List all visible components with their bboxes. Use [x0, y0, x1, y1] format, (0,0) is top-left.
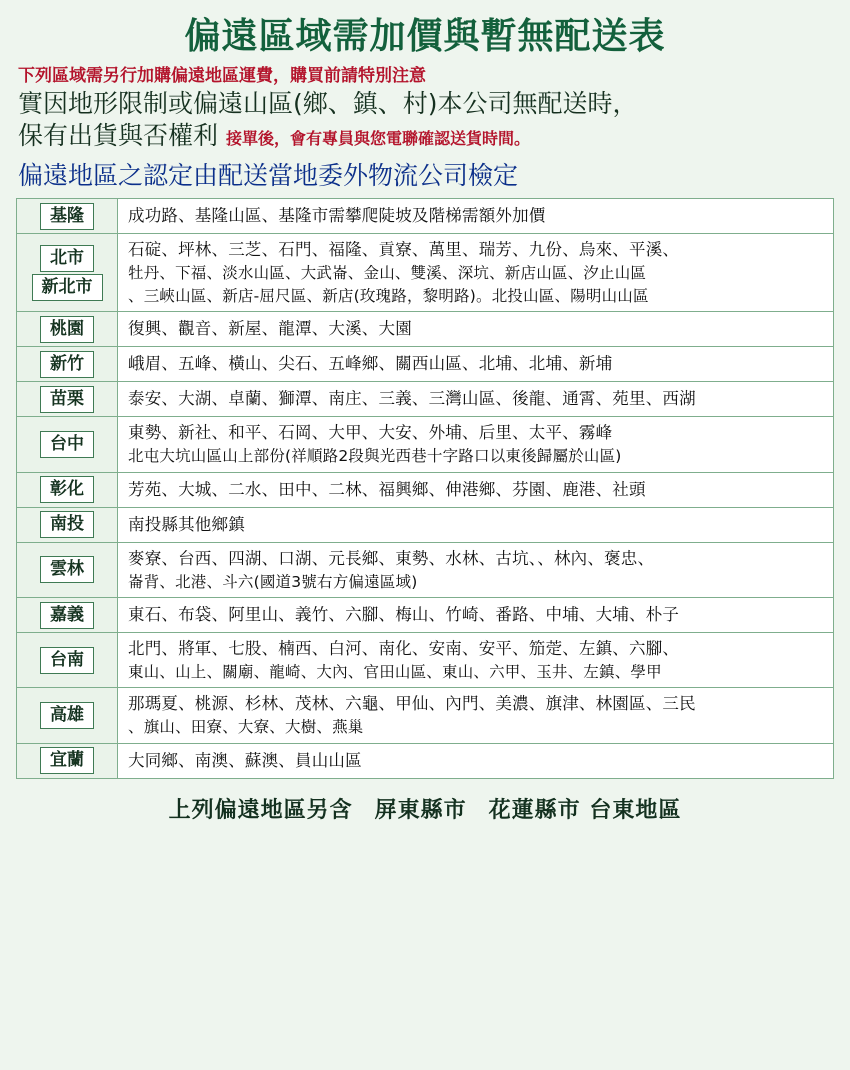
area-line: 麥寮、台西、四湖、口湖、元長鄉、東勢、水林、古坑、、林內、褒忠、: [128, 548, 655, 568]
area-line: 泰安、大湖、卓蘭、獅潭、南庄、三義、三灣山區、後龍、通霄、苑里、西湖: [128, 389, 696, 409]
area-line: 北門、將軍、七股、楠西、白河、南化、安南、安平、笳萣、左鎮、六腳、: [128, 639, 680, 659]
area-line: 峨眉、五峰、橫山、尖石、五峰鄉、關西山區、北埔、北埔、新埔: [128, 354, 613, 374]
areas-cell: [118, 199, 833, 233]
notice-block: [18, 88, 836, 152]
area-line: 南投縣其他鄉鎮: [128, 514, 245, 534]
area-line: 石碇、坪林、三芝、石門、福隆、貢寮、萬里、瑞芳、九份、烏來、平溪、: [128, 240, 680, 260]
areas-cell: [118, 473, 833, 507]
region-label: 彰化: [40, 476, 94, 503]
areas-cell: [118, 543, 833, 597]
footer-item-2: 花蓮縣市: [488, 797, 581, 823]
notice-line-2: [18, 120, 836, 152]
areas-cell: [118, 508, 833, 542]
region-label: 基隆: [40, 203, 94, 230]
rule-statement: 偏遠地區之認定由配送當地委外物流公司檢定: [18, 161, 519, 191]
remote-area-table: [16, 198, 834, 778]
region-cell: [17, 347, 118, 381]
table-row: [17, 347, 833, 382]
region-cell: [17, 508, 118, 542]
area-line: 東山、山上、關廟、龍崎、大內、官田山區、東山、六甲、玉井、左鎮、學甲: [128, 662, 662, 681]
table-row: [17, 312, 833, 347]
areas-cell: [118, 417, 833, 471]
table-row: [17, 382, 833, 417]
region-label: 高雄: [40, 702, 94, 729]
region-label: 桃園: [40, 316, 94, 343]
footer-item-1: 屏東縣市: [374, 797, 467, 823]
region-cell: [17, 417, 118, 471]
area-line: 北屯大坑山區山上部份(祥順路2段與光西巷十字路口以東後歸屬於山區): [128, 447, 622, 466]
area-line: 牡丹、下福、淡水山區、大武崙、金山、雙溪、深坑、新店山區、汐止山區: [128, 264, 647, 283]
areas-cell: [118, 347, 833, 381]
notice-line-2-main: 保有出貨與否權利: [18, 121, 219, 151]
table-row: [17, 633, 833, 688]
footer-prefix: 上列偏遠地區另含: [168, 797, 353, 823]
table-row: [17, 199, 833, 234]
region-label: 新竹: [40, 351, 94, 378]
region-label: 北市: [40, 245, 94, 272]
areas-cell: [118, 744, 833, 778]
table-row: [17, 473, 833, 508]
page-title: 偏遠區域需加價與暫無配送表: [184, 16, 666, 57]
region-label: 台南: [40, 647, 94, 674]
area-line: 、三峽山區、新店-屈尺區、新店(玫瑰路，黎明路)。北投山區、陽明山山區: [128, 286, 649, 305]
region-label: 新北市: [32, 274, 103, 301]
areas-cell: [118, 598, 833, 632]
area-line: 那瑪夏、桃源、杉林、茂林、六龜、甲仙、內門、美濃、旗津、林園區、三民: [128, 694, 696, 714]
region-label: 苗栗: [40, 386, 94, 413]
area-line: 東石、布袋、阿里山、義竹、六腳、梅山、竹崎、番路、中埔、大埔、朴子: [128, 605, 680, 625]
region-cell: [17, 744, 118, 778]
region-cell: [17, 598, 118, 632]
table-row: [17, 598, 833, 633]
area-line: 成功路、基隆山區、基隆市需攀爬陡坡及階梯需額外加價: [128, 206, 546, 226]
region-cell: [17, 312, 118, 346]
region-cell: [17, 234, 118, 311]
region-cell: [17, 633, 118, 687]
table-row: [17, 508, 833, 543]
areas-cell: [118, 633, 833, 687]
footer-item-3: 台東地區: [589, 797, 682, 823]
table-row: [17, 688, 833, 743]
region-label: 宜蘭: [40, 747, 94, 774]
areas-cell: [118, 312, 833, 346]
table-row: [17, 744, 833, 778]
table-row: [17, 543, 833, 598]
page-subtitle: 下列區域需另行加購偏遠地區運費，購買前請特別注意: [18, 66, 426, 87]
region-cell: [17, 688, 118, 742]
table-row: [17, 234, 833, 312]
region-label: 嘉義: [40, 602, 94, 629]
areas-cell: [118, 382, 833, 416]
area-line: 大同鄉、南澳、蘇澳、員山山區: [128, 750, 362, 770]
region-label: 台中: [40, 431, 94, 458]
notice-line-1: 實因地形限制或偏遠山區(鄉、鎮、村)本公司無配送時，: [18, 89, 638, 119]
area-line: 、旗山、田寮、大寮、大樹、燕巢: [128, 718, 364, 737]
region-cell: [17, 543, 118, 597]
areas-cell: [118, 688, 833, 742]
table-row: [17, 417, 833, 472]
region-label: 南投: [40, 511, 94, 538]
region-cell: [17, 473, 118, 507]
region-label: 雲林: [40, 556, 94, 583]
notice-line-2-small: 接單後，會有專員與您電聯確認送貨時間。: [225, 129, 530, 149]
area-line: 芳苑、大城、二水、田中、二林、福興鄉、伸港鄉、芬園、鹿港、社頭: [128, 479, 646, 499]
region-cell: [17, 199, 118, 233]
footer-note: [14, 793, 836, 824]
areas-cell: [118, 234, 833, 311]
region-cell: [17, 382, 118, 416]
area-line: 崙背、北港、斗六(國道3號右方偏遠區域): [128, 572, 418, 591]
area-line: 復興、觀音、新屋、龍潭、大溪、大園: [128, 319, 412, 339]
area-line: 東勢、新社、和平、石岡、大甲、大安、外埔、后里、太平、霧峰: [128, 423, 613, 443]
